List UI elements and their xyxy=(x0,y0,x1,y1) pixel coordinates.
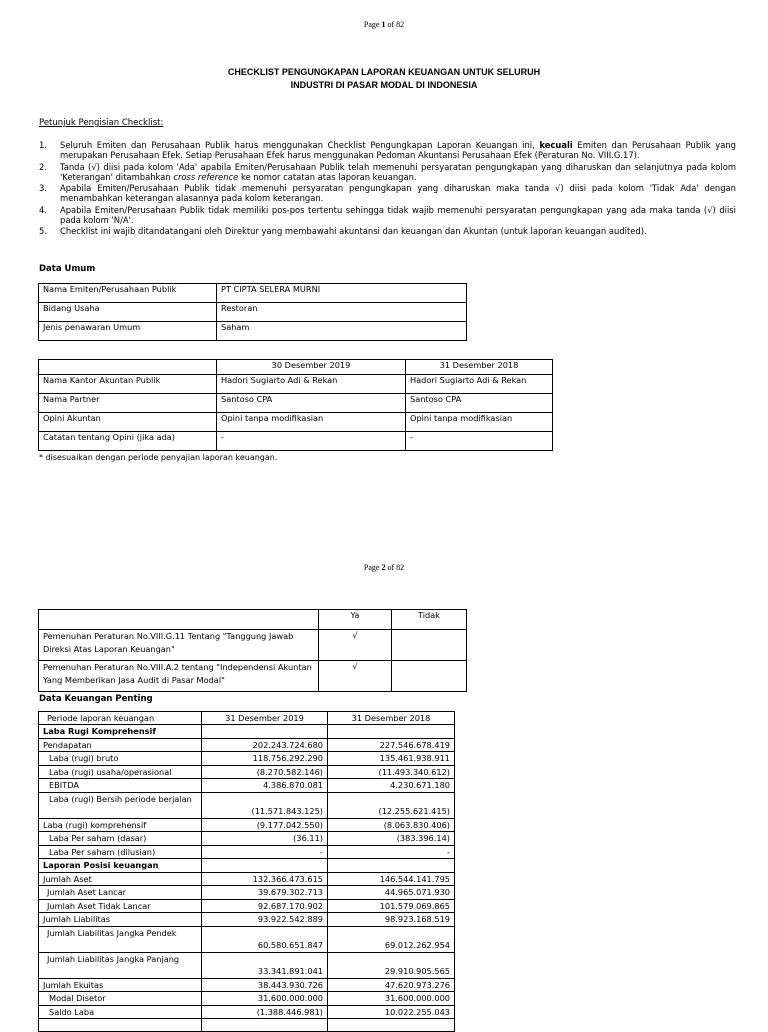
auditor-label: Catatan tentang Opini (jika ada) xyxy=(39,432,217,451)
financial-value-2018: (8.063.830.406) xyxy=(328,818,455,832)
financial-value-2019: 31.600.000.000 xyxy=(202,992,328,1006)
auditor-label: Opini Akuntan xyxy=(39,413,217,432)
table-row xyxy=(39,1005,455,1019)
footnote: * disesuaikan dengan periode penyajian laporan keuangan. xyxy=(39,453,278,462)
financial-value-2018 xyxy=(328,1019,455,1032)
data-umum-title: Data Umum xyxy=(39,264,96,274)
instruction-item: 3. Apabila Emiten/Perusahaan Publik tidak memenuhi persyaratan pengungkapan yang diharuskan maka tanda √) diisi pada kolom 'Tidak Ada' dengan menambahkan keterangan alasannya pada kolom keterangan. xyxy=(39,183,736,203)
financial-value-2018: 10.022.255.043 xyxy=(328,1005,455,1019)
auditor-label: Nama Kantor Akuntan Publik xyxy=(39,375,217,394)
compliance-header-tidak: Tidak xyxy=(392,610,467,630)
auditor-value-2019: Opini tanpa modifikasian xyxy=(217,413,406,432)
financial-value-2019: (1.388.446.981) xyxy=(202,1005,328,1019)
table-header-row xyxy=(39,712,455,725)
compliance-label: Pemenuhan Peraturan No.VIII.A.2 tentang "Independensi Akuntan Yang Memberikan Jasa Audit di Pasar Modal" xyxy=(39,661,319,692)
page-number-1: Page 1 of 82 xyxy=(363,20,405,29)
financial-label: EBITDA xyxy=(39,779,202,793)
financial-value-2018: 29.910.905.565 xyxy=(328,952,455,978)
table-row xyxy=(39,859,455,873)
compliance-check-tidak xyxy=(392,630,467,661)
financial-label: Jumlah Aset Tidak Lancar xyxy=(39,899,202,913)
financial-value-2018: 146.544.141.795 xyxy=(328,872,455,886)
financial-table xyxy=(38,711,455,1032)
auditor-header-2019: 30 Desember 2019 xyxy=(217,360,406,375)
table-header-row xyxy=(39,360,553,375)
table-row xyxy=(39,738,455,752)
table-row xyxy=(39,284,467,303)
table-row xyxy=(39,725,455,739)
compliance-table xyxy=(38,609,467,692)
financial-value-2019: 33.341.891.041 xyxy=(202,952,328,978)
financial-label: Laba Per saham (dasar) xyxy=(39,832,202,846)
auditor-header-2018: 31 Desember 2018 xyxy=(406,360,553,375)
compliance-header-ya: Ya xyxy=(319,610,392,630)
financial-value-2019: 92.687.170.902 xyxy=(202,899,328,913)
instruction-item: 5. Checklist ini wajib ditandatangani oleh Direktur yang membawahi akuntansi dan keuangan dan Akuntan (untuk laporan keuangan audited). xyxy=(39,226,647,236)
financial-value-2018: 31.600.000.000 xyxy=(328,992,455,1006)
table-header-row xyxy=(39,610,467,630)
financial-label: Laba (rugi) komprehensif xyxy=(39,818,202,832)
table-row xyxy=(39,926,455,952)
financial-label xyxy=(39,1019,202,1032)
financial-label: Jumlah Ekuitas xyxy=(39,978,202,992)
table-row xyxy=(39,661,467,692)
compliance-check-ya: √ xyxy=(319,661,392,692)
table-row xyxy=(39,818,455,832)
table-row xyxy=(39,779,455,793)
financial-value-2019: 118.756.292.290 xyxy=(202,752,328,766)
financial-header-2019: 31 Desember 2019 xyxy=(202,712,328,725)
table-row xyxy=(39,992,455,1006)
auditor-value-2019: Hadori Sugiarto Adi & Rekan xyxy=(217,375,406,394)
data-umum-label: Bidang Usaha xyxy=(39,303,217,322)
document-title: CHECKLIST PENGUNGKAPAN LAPORAN KEUANGAN UNTUK SELURUH INDUSTRI DI PASAR MODAL DI INDONESIA xyxy=(227,67,541,90)
financial-value-2019 xyxy=(202,859,328,873)
financial-value-2019: 93.922.542.889 xyxy=(202,913,328,927)
compliance-check-tidak xyxy=(392,661,467,692)
table-row xyxy=(39,322,467,341)
data-umum-label: Nama Emiten/Perusahaan Publik xyxy=(39,284,217,303)
financial-value-2019: (36.11) xyxy=(202,832,328,846)
financial-value-2019 xyxy=(202,1019,328,1032)
data-umum-value: PT CIPTA SELERA MURNI xyxy=(217,284,467,303)
financial-value-2018: 98.923.168.519 xyxy=(328,913,455,927)
financial-value-2018: 47.620.973.276 xyxy=(328,978,455,992)
financial-label: Modal Disetor xyxy=(39,992,202,1006)
financial-value-2018: 4.230.671.180 xyxy=(328,779,455,793)
auditor-label: Nama Partner xyxy=(39,394,217,413)
table-row xyxy=(39,394,553,413)
financial-label: Laba Rugi Komprehensif xyxy=(39,725,202,739)
financial-table-body xyxy=(39,725,455,1032)
table-row xyxy=(39,872,455,886)
financial-label: Pendapatan xyxy=(39,738,202,752)
table-row xyxy=(39,752,455,766)
financial-value-2019: (8.270.582.146) xyxy=(202,765,328,779)
data-umum-value: Saham xyxy=(217,322,467,341)
table-row xyxy=(39,913,455,927)
financial-label: Laba (rugi) usaha/operasional xyxy=(39,765,202,779)
table-row xyxy=(39,886,455,900)
financial-value-2018: (383.396.14) xyxy=(328,832,455,846)
table-row xyxy=(39,952,455,978)
financial-header-2018: 31 Desember 2018 xyxy=(328,712,455,725)
financial-label: Saldo Laba xyxy=(39,1005,202,1019)
financial-value-2018: (12.255.621.415) xyxy=(328,792,455,818)
table-row xyxy=(39,375,553,394)
instruction-item: 2. Tanda (√) diisi pada kolom 'Ada' apabila Emiten/Perusahaan Publik telah memenuhi persyaratan pengungkapan yang diharuskan dan selanjutnya pada kolom 'Keterangan' ditambahkan cross reference ke nomor catatan atas laporan keuangan. xyxy=(39,161,736,182)
auditor-value-2018: Hadori Sugiarto Adi & Rekan xyxy=(406,375,553,394)
financial-value-2019: (9.177.042.550) xyxy=(202,818,328,832)
financial-value-2019: 202.243.724.680 xyxy=(202,738,328,752)
financial-value-2019: 38.443.930.726 xyxy=(202,978,328,992)
table-row xyxy=(39,832,455,846)
data-umum-table xyxy=(38,283,467,341)
financial-value-2018: 135.461.938.911 xyxy=(328,752,455,766)
financial-value-2019: 39.679.302.713 xyxy=(202,886,328,900)
keuangan-title: Data Keuangan Penting xyxy=(39,694,153,704)
data-umum-value: Restoran xyxy=(217,303,467,322)
financial-value-2018: 227.546.678.419 xyxy=(328,738,455,752)
table-row xyxy=(39,630,467,661)
financial-label: Jumlah Liabilitas Jangka Pendek xyxy=(39,926,202,952)
financial-value-2019: 60.580.651.847 xyxy=(202,926,328,952)
financial-value-2019 xyxy=(202,725,328,739)
auditor-value-2018: - xyxy=(406,432,553,451)
financial-value-2018: 101.579.069.865 xyxy=(328,899,455,913)
financial-value-2019: - xyxy=(202,845,328,859)
financial-label: Jumlah Liabilitas Jangka Panjang xyxy=(39,952,202,978)
table-row xyxy=(39,845,455,859)
auditor-table xyxy=(38,359,553,451)
financial-label: Jumlah Aset Lancar xyxy=(39,886,202,900)
financial-value-2018 xyxy=(328,859,455,873)
auditor-value-2018: Opini tanpa modifikasian xyxy=(406,413,553,432)
table-row xyxy=(39,303,467,322)
financial-value-2018: 69.012.262.954 xyxy=(328,926,455,952)
table-row xyxy=(39,765,455,779)
financial-label: Jumlah Aset xyxy=(39,872,202,886)
table-row xyxy=(39,432,553,451)
financial-header-label: Periode laporan keuangan xyxy=(39,712,202,725)
table-row xyxy=(39,978,455,992)
instruction-item: 1. Seluruh Emiten dan Perusahaan Publik harus menggunakan Checklist Pengungkapan Laporan Keuangan ini, kecuali Emiten dan Perusahaan Publik yang merupakan Perusahaan Efek. Setiap Perusahaan Efek harus menggunakan Pedoman Akuntansi Perusahaan Efek (Peraturan No. VIII.G.17). xyxy=(39,140,736,160)
financial-value-2018: (11.493.340.612) xyxy=(328,765,455,779)
compliance-label: Pemenuhan Peraturan No.VIII.G.11 Tentang "Tanggung Jawab Direksi Atas Laporan Keuangan" xyxy=(39,630,319,661)
financial-value-2018: - xyxy=(328,845,455,859)
table-row xyxy=(39,899,455,913)
page-number-2: Page 2 of 82 xyxy=(363,563,405,572)
table-row xyxy=(39,413,553,432)
financial-value-2019: 4.386.870.081 xyxy=(202,779,328,793)
instruction-item: 4. Apabila Emiten/Perusahaan Publik tidak memiliki pos-pos tertentu sehingga tidak wajib memenuhi persyaratan pengungkapan yang ada maka tanda (√) diisi pada kolom 'N/A'. xyxy=(39,204,736,225)
auditor-value-2019: - xyxy=(217,432,406,451)
auditor-value-2018: Santoso CPA xyxy=(406,394,553,413)
financial-value-2019: (11.571.843.125) xyxy=(202,792,328,818)
financial-value-2018 xyxy=(328,725,455,739)
financial-label: Laba (rugi) Bersih periode berjalan xyxy=(39,792,202,818)
instructions-list xyxy=(39,140,736,238)
data-umum-label: Jenis penawaran Umum xyxy=(39,322,217,341)
table-row xyxy=(39,1019,455,1032)
auditor-value-2019: Santoso CPA xyxy=(217,394,406,413)
financial-label: Laba (rugi) bruto xyxy=(39,752,202,766)
instructions-title: Petunjuk Pengisian Checklist: xyxy=(39,118,164,128)
auditor-header-blank xyxy=(39,360,217,375)
financial-value-2019: 132.366.473.615 xyxy=(202,872,328,886)
table-row xyxy=(39,792,455,818)
financial-label: Jumlah Liabilitas xyxy=(39,913,202,927)
financial-label: Laporan Posisi keuangan xyxy=(39,859,202,873)
financial-label: Laba Per saham (dilusian) xyxy=(39,845,202,859)
compliance-header-blank xyxy=(39,610,319,630)
financial-value-2018: 44.965.071.930 xyxy=(328,886,455,900)
compliance-check-ya: √ xyxy=(319,630,392,661)
